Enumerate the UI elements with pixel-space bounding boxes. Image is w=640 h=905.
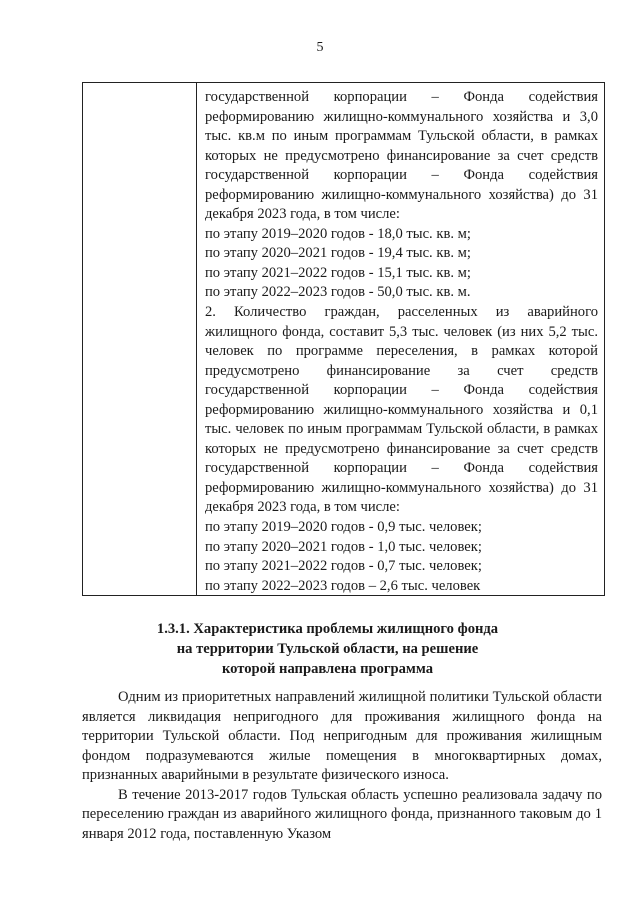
table-stage-line: по этапу 2019–2020 годов - 0,9 тыс. человек; <box>205 519 482 536</box>
section-heading-line: 1.3.1. Характеристика проблемы жилищного фонда <box>156 621 499 637</box>
section-heading-line: на территории Тульской области, на решение <box>176 641 479 657</box>
body-paragraph: Одним из приоритетных направлений жилищной политики Тульской области является ликвидация непригодного для проживания жилищного фонда на территории Тульской области. Под непригодным для проживания жилищным фондом подразумеваются жилые помещения в многоквартирных домах, признанных аварийными в результате физического износа. <box>82 689 602 783</box>
table-stage-line: по этапу 2022–2023 годов - 50,0 тыс. кв. м. <box>205 284 471 301</box>
table-stage-line: по этапу 2019–2020 годов - 18,0 тыс. кв. м; <box>205 225 471 242</box>
table-stage-line: по этапу 2020–2021 годов - 19,4 тыс. кв. м; <box>205 245 471 262</box>
section-heading <box>60 619 595 679</box>
table-text-paragraph: государственной корпорации – Фонда содействия реформированию жилищно-коммунального хозяйства и 3,0 тыс. кв.м по иным программам Тульской области, в рамках которых не предусмотрено финансирование за счет средств государственной корпорации – Фонда содействия реформированию жилищно-коммунального хозяйства) до 31 декабря 2023 года, в том числе: <box>205 89 598 223</box>
table-stage-line: по этапу 2022–2023 годов – 2,6 тыс. человек <box>205 577 481 594</box>
table-stage-line: по этапу 2021–2022 годов - 15,1 тыс. кв. м; <box>205 264 471 281</box>
table-text-paragraph: 2. Количество граждан, расселенных из аварийного жилищного фонда, составит 5,3 тыс. человек (из них 5,2 тыс. человек по программе переселения, в рамках которой предусмотрено финансирование за счет средств государственной корпорации – Фонда содействия реформированию жилищно-коммунального хозяйства и 0,1 тыс. человек по иным программам Тульской области, в рамках которых не предусмотрено финансирование за счет средств государственной корпорации – Фонда содействия реформированию жилищно-коммунального хозяйства) до 31 декабря 2023 года, в том числе: <box>205 304 598 516</box>
section-heading-line: которой направлена программа <box>221 661 434 677</box>
body-paragraph: В течение 2013-2017 годов Тульская область успешно реализовала задачу по переселению граждан из аварийного жилищного фонда, признанного таковым до 1 января 2012 года, поставленную Указом <box>82 786 602 842</box>
program-table <box>82 82 605 596</box>
table-stage-line: по этапу 2021–2022 годов - 0,7 тыс. человек; <box>205 558 482 575</box>
body-text <box>82 688 602 844</box>
table-column-divider <box>196 83 197 595</box>
table-stage-line: по этапу 2020–2021 годов - 1,0 тыс. человек; <box>205 538 482 555</box>
table-right-cell <box>205 88 598 596</box>
page-number: 5 <box>316 40 324 55</box>
